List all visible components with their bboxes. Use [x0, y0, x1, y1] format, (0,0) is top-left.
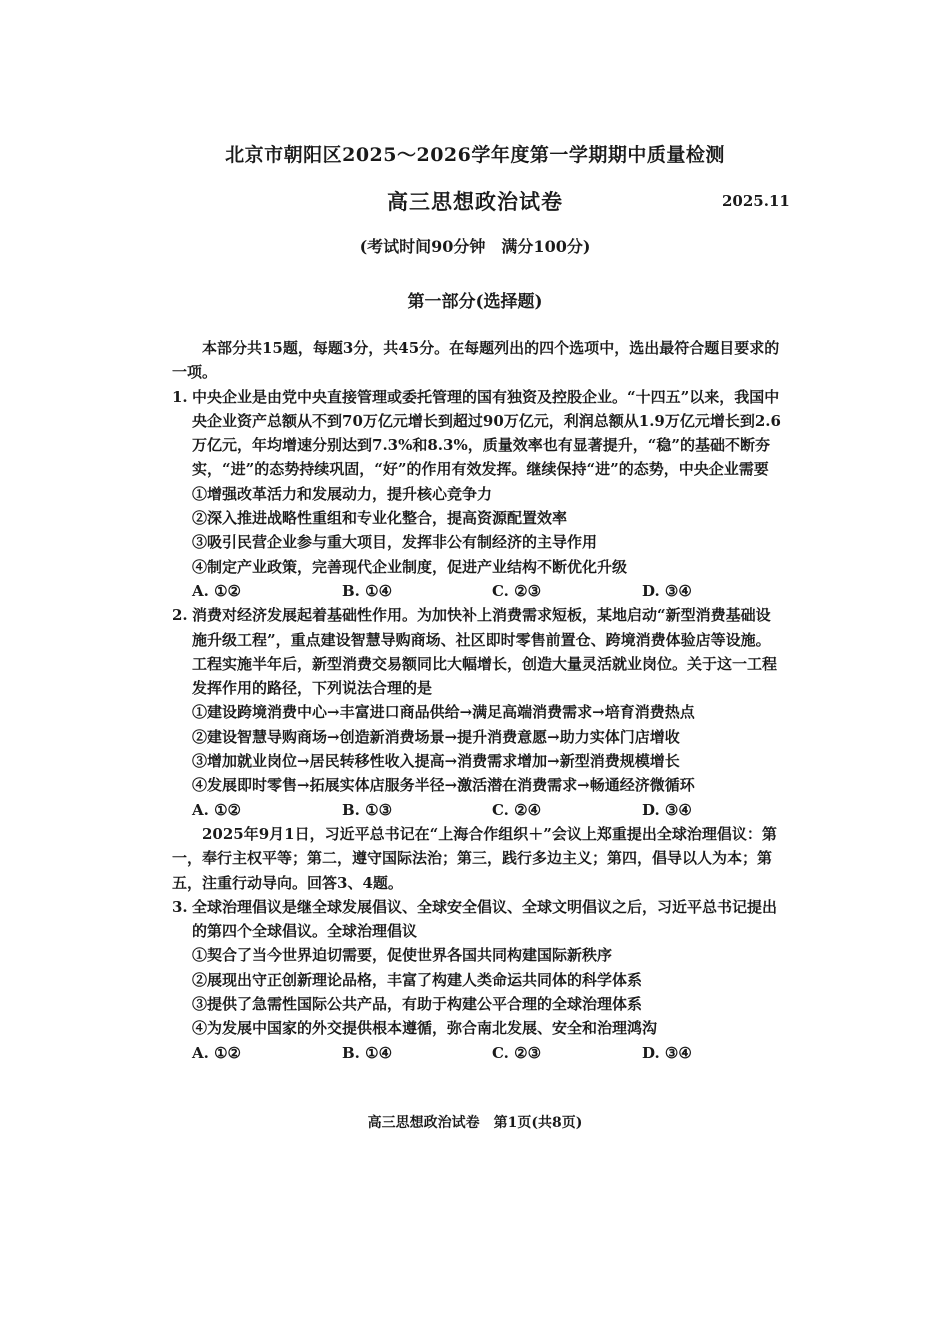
statement-item: ④制定产业政策，完善现代企业制度，促进产业结构不断优化升级: [192, 557, 628, 576]
statement-item: ①契合了当今世界迫切需要，促使世界各国共同构建国际新秩序: [192, 946, 613, 965]
choice-a: A. ①②: [192, 581, 241, 600]
statement-item: ③增加就业岗位→居民转移性收入提高→消费需求增加→新型消费规模增长: [192, 752, 680, 771]
question-text: 消费对经济发展起着基础性作用。为加快补上消费需求短板，某地启动“新型消费基础设施升级工程”，重点建设智慧导购商场、社区即时零售前置仓、跨境消费体验店等设施。工程实施半年后，新型消费交易额同比大幅增长，创造大量灵活就业岗位。关于这一工程发挥作用的路径，下列说法合理的是: [192, 606, 778, 698]
subject-title: 高三思想政治试卷: [387, 189, 563, 214]
question-text: 全球治理倡议是继全球发展倡议、全球安全倡议、全球文明倡议之后，习近平总书记提出的第四个全球倡议。全球治理倡议: [192, 897, 778, 941]
question-3: [172, 895, 784, 1065]
statement-item: ③提供了急需性国际公共产品，有助于构建公平合理的全球治理体系: [192, 995, 643, 1014]
choice-c: C. ②④: [492, 800, 542, 819]
statement-item: ①建设跨境消费中心→丰富进口商品供给→满足高端消费需求→培育消费热点: [192, 703, 695, 722]
question-2: [172, 603, 784, 822]
question-text: 中央企业是由党中央直接管理或委托管理的国有独资及控股企业。“十四五”以来，我国中央企业资产总额从不到70万亿元增长到超过90万亿元，利润总额从1.9万亿元增长到2.6万亿元，年均增速分别达到7.3%和8.3%，质量效率也有显著提升，“稳”的基础不断夯实，“进”的态势持续巩固，“好”的作用有效发挥。继续保持“进”的态势，中央企业需要: [192, 387, 781, 479]
choice-a: A. ①②: [192, 800, 241, 819]
statement-item: ③吸引民营企业参与重大项目，发挥非公有制经济的主导作用: [192, 533, 598, 552]
statement-item: ④发展即时零售→拓展实体店服务半径→激活潜在消费需求→畅通经济微循环: [192, 776, 695, 795]
choice-d: D. ③④: [642, 581, 692, 600]
statement-item: ②深入推进战略性重组和专业化整合，提高资源配置效率: [192, 509, 568, 528]
question-stem: [172, 895, 784, 944]
answer-choices: [172, 1041, 784, 1065]
statement-item: ④为发展中国家的外交提供根本遵循，弥合南北发展、安全和治理鸿沟: [192, 1019, 658, 1038]
choice-b: B. ①④: [342, 1043, 393, 1062]
statement-item: ①增强改革活力和发展动力，提升核心竞争力: [192, 484, 493, 503]
exam-info: (考试时间90分钟 满分100分): [359, 237, 591, 256]
part-instructions: 本部分共15题，每题3分，共45分。在每题列出的四个选项中，选出最符合题目要求的一项。: [172, 339, 780, 382]
question-number: 1.: [172, 387, 188, 406]
page-footer: 高三思想政治试卷 第1页(共8页): [367, 1115, 583, 1131]
choice-a: A. ①②: [192, 1043, 241, 1062]
choice-c: C. ②③: [492, 1043, 542, 1062]
question-stem: [172, 385, 784, 482]
statement-item: ②建设智慧导购商场→创造新消费场景→提升消费意愿→助力实体门店增收: [192, 727, 680, 746]
question-number: 2.: [172, 606, 188, 625]
choice-c: C. ②③: [492, 581, 542, 600]
question-1: [172, 385, 784, 604]
choice-b: B. ①③: [342, 800, 393, 819]
shared-material: 2025年9月1日，习近平总书记在“上海合作组织＋”会议上郑重提出全球治理倡议：第一，奉行主权平等；第二，遵守国际法治；第三，践行多边主义；第四，倡导以人为本；第五，注重行动导向。回答3、4题。: [172, 824, 777, 892]
answer-choices: [172, 798, 784, 822]
choice-d: D. ③④: [642, 800, 692, 819]
answer-choices: [172, 579, 784, 603]
part-heading: 第一部分(选择题): [407, 292, 543, 312]
question-number: 3.: [172, 897, 188, 916]
statement-item: ②展现出守正创新理论品格，丰富了构建人类命运共同体的科学体系: [192, 970, 643, 989]
question-content: [172, 336, 784, 1065]
question-stem: [172, 603, 784, 700]
choice-d: D. ③④: [642, 1043, 692, 1062]
choice-b: B. ①④: [342, 581, 393, 600]
exam-date: 2025.11: [722, 192, 790, 210]
exam-header-title: 北京市朝阳区2025～2026学年度第一学期期中质量检测: [225, 144, 725, 166]
